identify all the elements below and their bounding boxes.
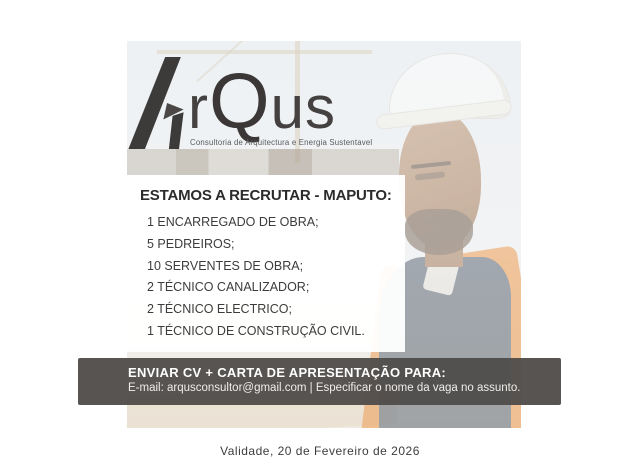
wordmark-q: Q [208, 57, 271, 145]
position-item: 10 SERVENTES DE OBRA; [147, 258, 304, 273]
brand-logo [128, 57, 372, 149]
positions-list [147, 212, 405, 343]
logo-a-monogram-icon [128, 57, 184, 149]
worker-beard [405, 209, 473, 255]
position-item: 5 PEDREIROS; [147, 236, 235, 251]
vacancies-panel [127, 175, 405, 352]
position-item: 1 TÉCNICO DE CONSTRUÇÃO CIVIL. [147, 323, 365, 338]
validity-note: Validade, 20 de Fevereiro de 2026 [220, 444, 420, 458]
wordmark-r: r [188, 74, 209, 141]
contact-bar [78, 358, 561, 405]
position-item: 1 ENCARREGADO DE OBRA; [147, 215, 319, 229]
position-item: 2 TÉCNICO ELECTRICO; [147, 302, 292, 317]
wordmark-us: us [270, 74, 337, 141]
logo-tagline: Consultoria de Arquitectura e Energia Sustentavel [190, 138, 373, 147]
recruitment-heading: ESTAMOS A RECRUTAR - MAPUTO: [140, 187, 392, 204]
position-item: 2 TÉCNICO CANALIZADOR; [147, 280, 310, 295]
contact-heading: ENVIAR CV + CARTA DE APRESENTAÇÃO PARA: [128, 365, 447, 380]
contact-email-line: E-mail: arqusconsultor@gmail.com | Especificar o nome da vaga no assunto. [128, 382, 521, 394]
